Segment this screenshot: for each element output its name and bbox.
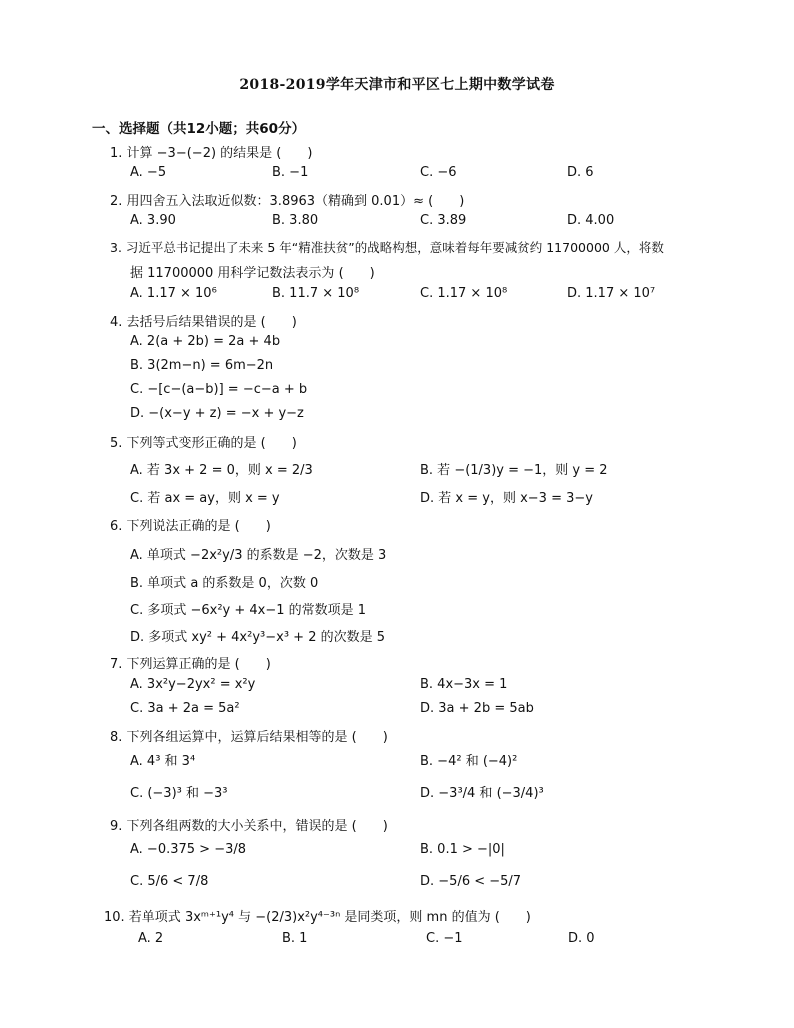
option-4a: A. 2(a + 2b) = 2a + 4b [130, 334, 281, 349]
option-6c: C. 多项式 −6x²y + 4x−1 的常数项是 1 [130, 603, 367, 618]
option-1a: A. −5 [130, 165, 167, 180]
question-4: 4. 去括号后结果错误的是 ( ) [110, 315, 297, 330]
option-2a: A. 3.90 [130, 213, 176, 228]
option-10c: C. −1 [426, 931, 463, 946]
option-1b: B. −1 [272, 165, 309, 180]
option-3b: B. 11.7 × 10⁸ [272, 286, 360, 301]
option-9a: A. −0.375 > −3/8 [130, 842, 247, 857]
question-10: 10. 若单项式 3xᵐ⁺¹y⁴ 与 −(2/3)x²y⁴⁻³ⁿ 是同类项，则 mn 的值为 ( ) [104, 910, 531, 925]
option-5c: C. 若 ax = ay，则 x = y [130, 491, 280, 506]
option-3c: C. 1.17 × 10⁸ [420, 286, 508, 301]
section-heading: 一、选择题（共12小题；共60分） [92, 121, 306, 137]
question-3-line2: 据 11700000 用科学记数法表示为 ( ) [130, 266, 375, 281]
option-6d: D. 多项式 xy² + 4x²y³−x³ + 2 的次数是 5 [130, 630, 386, 645]
question-2: 2. 用四舍五入法取近似数：3.8963（精确到 0.01）≈ ( ) [110, 194, 465, 209]
option-3a: A. 1.17 × 10⁶ [130, 286, 217, 301]
question-5: 5. 下列等式变形正确的是 ( ) [110, 436, 297, 451]
option-7a: A. 3x²y−2yx² = x²y [130, 677, 256, 692]
option-10b: B. 1 [282, 931, 308, 946]
option-1d: D. 6 [567, 165, 594, 180]
option-6b: B. 单项式 a 的系数是 0，次数 0 [130, 576, 319, 591]
option-9c: C. 5/6 < 7/8 [130, 874, 209, 889]
option-4d: D. −(x−y + z) = −x + y−z [130, 406, 304, 421]
option-7b: B. 4x−3x = 1 [420, 677, 508, 692]
option-7d: D. 3a + 2b = 5ab [420, 701, 534, 716]
option-2d: D. 4.00 [567, 213, 615, 228]
option-9b: B. 0.1 > −|0| [420, 842, 505, 857]
question-7: 7. 下列运算正确的是 ( ) [110, 657, 271, 672]
option-10d: D. 0 [568, 931, 595, 946]
option-3d: D. 1.17 × 10⁷ [567, 286, 656, 301]
question-8: 8. 下列各组运算中，运算后结果相等的是 ( ) [110, 730, 388, 745]
option-8b: B. −4² 和 (−4)² [420, 754, 518, 769]
option-5b: B. 若 −(1/3)y = −1，则 y = 2 [420, 463, 608, 478]
option-10a: A. 2 [138, 931, 164, 946]
option-8c: C. (−3)³ 和 −3³ [130, 786, 228, 801]
option-5a: A. 若 3x + 2 = 0，则 x = 2/3 [130, 463, 313, 478]
page-title: 2018-2019学年天津市和平区七上期中数学试卷 [239, 77, 555, 93]
question-3: 3. 习近平总书记提出了未来 5 年“精准扶贫”的战略构想，意味着每年要减贫约 11700000 人，将数 [110, 240, 664, 255]
option-5d: D. 若 x = y，则 x−3 = 3−y [420, 491, 593, 506]
option-2c: C. 3.89 [420, 213, 467, 228]
question-1: 1. 计算 −3−(−2) 的结果是 ( ) [110, 146, 313, 161]
option-7c: C. 3a + 2a = 5a² [130, 701, 240, 716]
option-8a: A. 4³ 和 3⁴ [130, 754, 196, 769]
option-9d: D. −5/6 < −5/7 [420, 874, 522, 889]
question-6: 6. 下列说法正确的是 ( ) [110, 519, 271, 534]
option-1c: C. −6 [420, 165, 457, 180]
option-2b: B. 3.80 [272, 213, 319, 228]
option-8d: D. −3³/4 和 (−3/4)³ [420, 786, 544, 801]
option-4c: C. −[c−(a−b)] = −c−a + b [130, 382, 308, 397]
question-9: 9. 下列各组两数的大小关系中，错误的是 ( ) [110, 819, 388, 834]
option-4b: B. 3(2m−n) = 6m−2n [130, 358, 274, 373]
option-6a: A. 单项式 −2x²y/3 的系数是 −2，次数是 3 [130, 548, 387, 563]
